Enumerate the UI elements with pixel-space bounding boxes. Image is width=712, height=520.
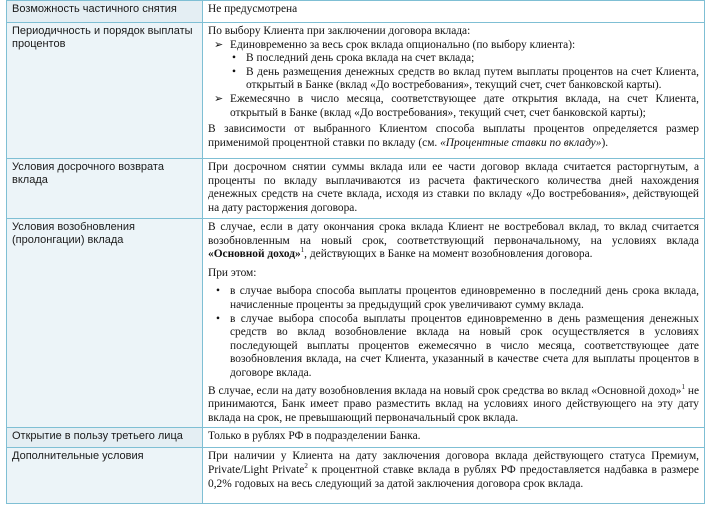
prolongation-bullet-1: • в случае выбора способа выплаты процентов единовременно в последний день срока вклада, начисленные проценты за предыдущий срок увеличивают сумму вклада. [216,285,699,311]
table-row [7,428,705,448]
row-value-prolongation [203,219,705,428]
table-row [7,219,705,428]
row-value-interest-payment [203,23,705,159]
prolongation-para-2: При этом: [208,266,257,279]
bullet-dot-icon: • [216,312,220,325]
interest-option-lump-sum-b: • В день размещения денежных средств во вклад путем выплаты процентов на счет Клиента, открытый в Банке (вклад «До востребования», текущий счет, счет банковской карты). [232,65,699,92]
table-row [7,23,705,159]
row-value-early-return: При досрочном снятии суммы вклада или ее части договор вклада считается расторгнутым, а проценты по вкладу выплачиваются из расчета фактического количества дней нахождения денежных средств на счете вклада, исходя из ставки по вкладу «До востребования», действующей на дату расторжения договора. [203,159,705,219]
row-label-additional-terms: Дополнительные условия [7,448,203,504]
row-value-partial-withdrawal: Не предусмотрена [203,1,705,23]
deposit-terms-table [6,0,705,504]
interest-option-lump-sum-a: • В последний день срока вклада на счет вклада; [232,52,475,65]
bullet-dot-icon: • [232,65,236,78]
interest-option-monthly: ➢ Ежемесячно в число месяца, соответствующее дате открытия вклада, на счет Клиента, открытый в Банке (вклад «До востребования», текущий счет, счет банковской карты); [214,92,699,119]
interest-intro: По выбору Клиента при заключении договора вклада: [208,25,471,37]
row-label-prolongation: Условия возобновления (пролонгации) вклада [7,219,203,428]
row-label-partial-withdrawal: Возможность частичного снятия [7,1,203,23]
row-label-third-party: Открытие в пользу третьего лица [7,428,203,448]
arrow-right-outline-icon: ➢ [214,92,224,105]
table-row [7,1,705,23]
row-label-interest-payment: Периодичность и порядок выплаты процентов [7,23,203,159]
prolongation-para-1: В случае, если в дату окончания срока вклада Клиент не востребовал вклад, то вклад считается возобновленным на новый срок, соответствующий первоначальному, на условиях вклада «Основной доход»$^1$, действующих в Банке на момент возобновления договора. [208,221,699,261]
prolongation-bullet-2: • в случае выбора способа выплаты процентов единовременно в день размещения денежных средств во вклад возобновление вклада на новый срок осуществляется в условиях последующей выплаты процентов ежемесячно в число месяца, соответствующее дате возобновления вклада, на счет Клиента, указанный в качестве счета для выплаты процентов в договоре вклада. [216,312,699,379]
bullet-dot-icon: • [216,285,220,298]
interest-rates-reference: «Процентные ставки по вкладу» [440,136,602,149]
arrow-right-outline-icon: ➢ [214,38,224,51]
table-row [7,159,705,219]
prolongation-para-3: В случае, если на дату возобновления вклада на новый срок средства во вклад «Основной доход»$^1$ не принимаются, Банк имеет право разместить вклад на условиях иного действующего на эту дату вклада на срок, не превышающий первоначальный срок вклада. [208,382,700,424]
table-row [7,448,705,504]
interest-rate-note: В зависимости от выбранного Клиентом способа выплаты процентов определяется размер применимой процентной ставки по вкладу (см. «Процентные ставки по вкладу»). [208,123,699,149]
deposit-name-basic-income: «Основной доход» [208,248,301,261]
row-label-early-return: Условия досрочного возврата вклада [7,159,203,219]
row-value-third-party: Только в рублях РФ в подразделении Банка. [203,428,705,448]
interest-option-lump-sum: ➢ Единовременно за весь срок вклада опционально (по выбору клиента): [214,38,576,51]
row-value-additional-terms: При наличии у Клиента на дату заключения договора вклада действующего статуса Премиум, Private/Light Private$^2$ к процентной ставке вклада в рублях РФ предоставляется надбавка в размере 0,2% годовых на весь следующий за датой заключения договора срок вклада. [203,448,705,504]
bullet-dot-icon: • [232,52,236,65]
